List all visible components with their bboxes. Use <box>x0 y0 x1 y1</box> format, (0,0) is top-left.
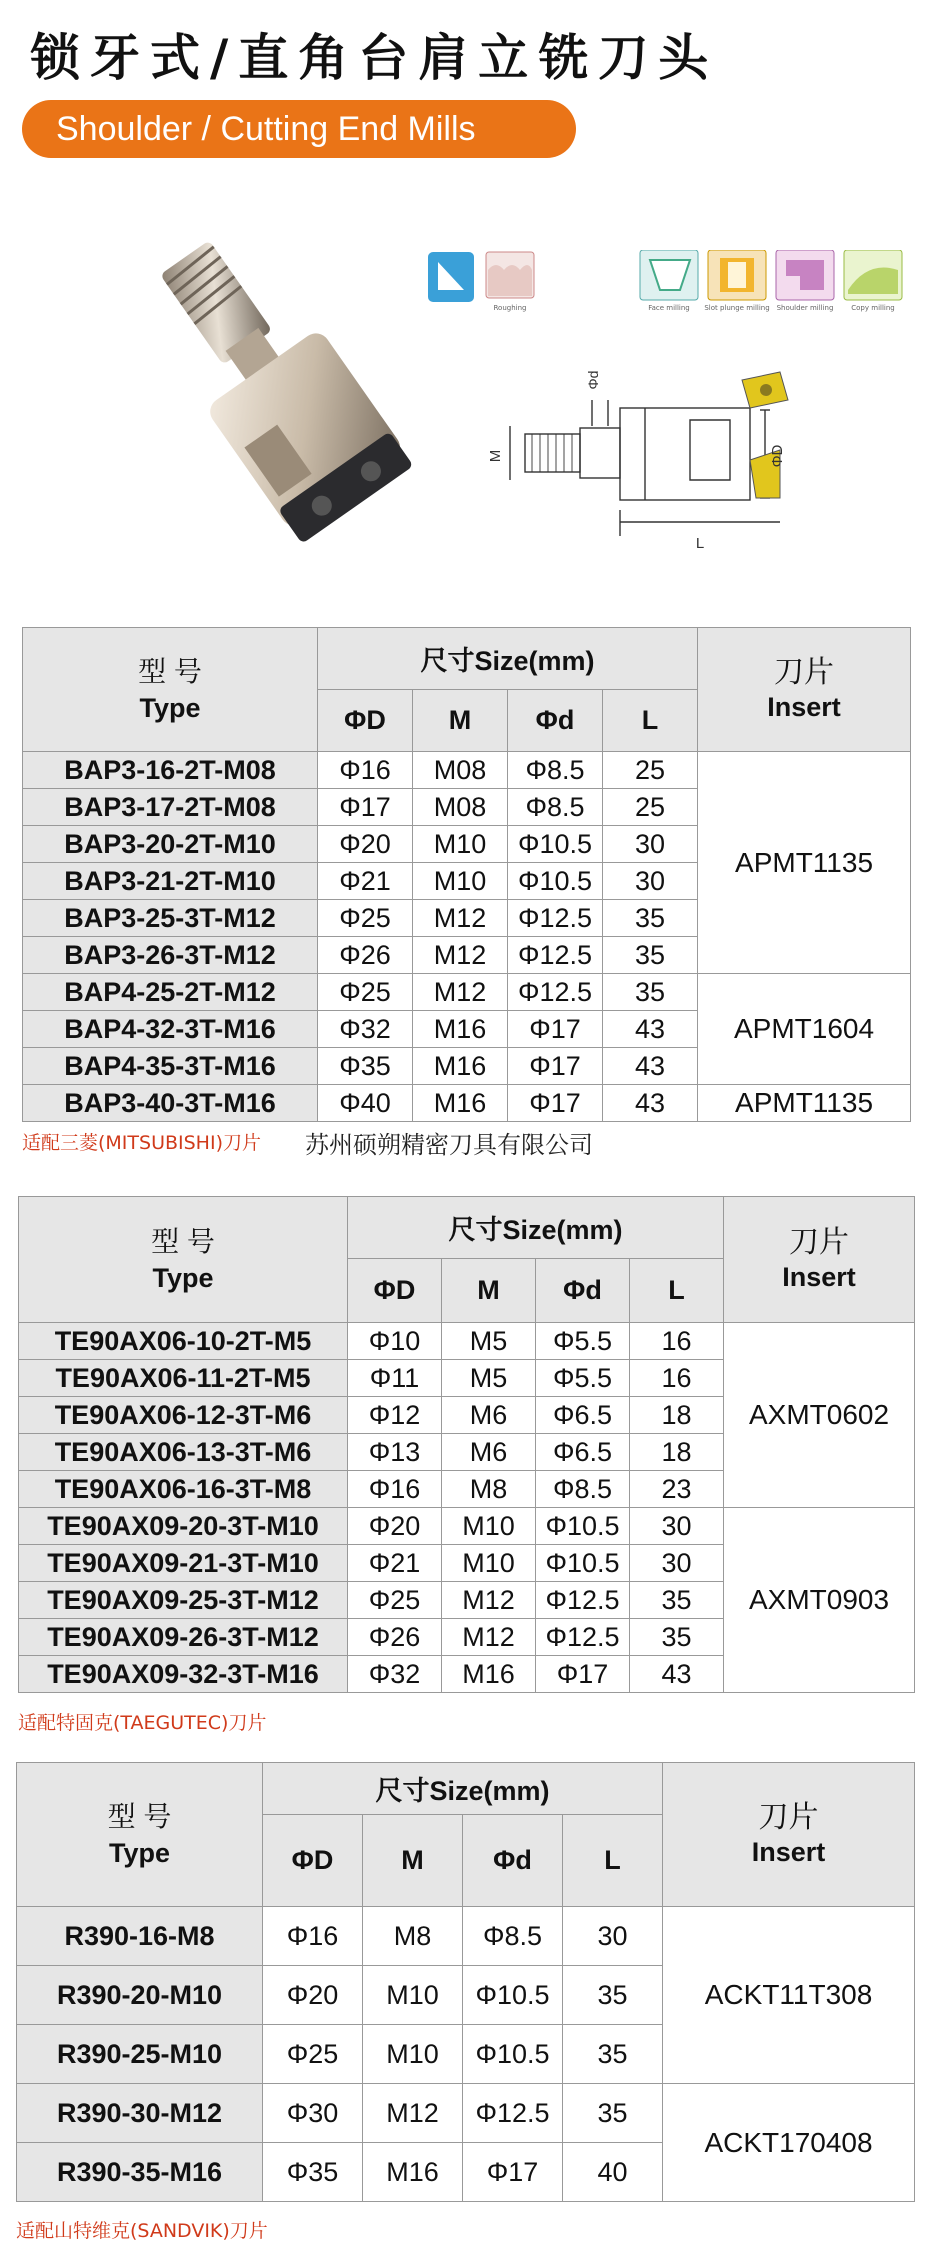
M-cell: M5 <box>442 1323 536 1360</box>
phi-d-cell: Φ12.5 <box>508 900 603 937</box>
spec-table-mitsubishi <box>22 627 911 1122</box>
type-cell: R390-16-M8 <box>17 1907 263 1966</box>
phi-d-cell: Φ10.5 <box>508 826 603 863</box>
insert-cell: APMT1135 <box>698 752 911 974</box>
table-row <box>23 752 911 789</box>
svg-text:Slot plunge milling: Slot plunge milling <box>704 304 770 312</box>
copy-milling-icon <box>844 250 902 312</box>
phi-d-cell: Φ17 <box>508 1085 603 1122</box>
phi-d-cell: Φ6.5 <box>536 1397 630 1434</box>
svg-text:Copy milling: Copy milling <box>851 304 895 312</box>
L-cell: 40 <box>563 2143 663 2202</box>
phi-d-cell: Φ17 <box>508 1048 603 1085</box>
phi-D-cell: Φ32 <box>318 1011 413 1048</box>
M-cell: M8 <box>442 1471 536 1508</box>
type-header: 型 号 Type <box>19 1197 348 1323</box>
type-cell: BAP3-40-3T-M16 <box>23 1085 318 1122</box>
insert-header: 刀片 Insert <box>663 1763 915 1907</box>
type-cell: TE90AX09-32-3T-M16 <box>19 1656 348 1693</box>
phi-d-cell: Φ12.5 <box>463 2084 563 2143</box>
phi-D-cell: Φ16 <box>318 752 413 789</box>
phi-D-cell: Φ16 <box>263 1907 363 1966</box>
company-name: 苏州硕朔精密刀具有限公司 <box>305 1131 593 1159</box>
M-cell: M12 <box>363 2084 463 2143</box>
insert-cell: AXMT0903 <box>724 1508 915 1693</box>
col-L: L <box>630 1259 724 1323</box>
L-cell: 25 <box>603 789 698 826</box>
type-cell: TE90AX09-25-3T-M12 <box>19 1582 348 1619</box>
phi-d-cell: Φ5.5 <box>536 1323 630 1360</box>
type-cell: BAP3-20-2T-M10 <box>23 826 318 863</box>
phi-D-cell: Φ21 <box>318 863 413 900</box>
compatibility-note: 适配特固克(TAEGUTEC)刀片 <box>18 1712 267 1734</box>
compatibility-note: 适配山特维克(SANDVIK)刀片 <box>16 2220 268 2242</box>
phi-D-cell: Φ25 <box>263 2025 363 2084</box>
M-cell: M10 <box>363 2025 463 2084</box>
table-row <box>23 974 911 1011</box>
type-cell: TE90AX09-26-3T-M12 <box>19 1619 348 1656</box>
compatibility-note: 适配三菱(MITSUBISHI)刀片 <box>22 1132 261 1154</box>
M-cell: M8 <box>363 1907 463 1966</box>
M-cell: M10 <box>413 826 508 863</box>
phi-d-cell: Φ8.5 <box>508 789 603 826</box>
M-cell: M10 <box>442 1508 536 1545</box>
roughing-icon <box>486 252 534 312</box>
M-cell: M10 <box>363 1966 463 2025</box>
phi-d-cell: Φ12.5 <box>508 937 603 974</box>
application-icons <box>428 250 908 314</box>
svg-text:Roughing: Roughing <box>493 304 527 312</box>
phi-D-cell: Φ25 <box>318 974 413 1011</box>
L-cell: 35 <box>630 1582 724 1619</box>
L-cell: 16 <box>630 1323 724 1360</box>
col-phi-D: ΦD <box>318 690 413 752</box>
M-cell: M10 <box>413 863 508 900</box>
M-cell: M12 <box>442 1582 536 1619</box>
insert-cell: ACKT11T308 <box>663 1907 915 2084</box>
L-cell: 35 <box>630 1619 724 1656</box>
M-cell: M6 <box>442 1434 536 1471</box>
phi-d-cell: Φ17 <box>463 2143 563 2202</box>
type-cell: R390-35-M16 <box>17 2143 263 2202</box>
face-milling-icon <box>640 250 698 312</box>
phi-D-cell: Φ13 <box>348 1434 442 1471</box>
phi-d-cell: Φ8.5 <box>536 1471 630 1508</box>
M-cell: M16 <box>363 2143 463 2202</box>
L-cell: 35 <box>563 2084 663 2143</box>
type-cell: TE90AX09-21-3T-M10 <box>19 1545 348 1582</box>
M-cell: M6 <box>442 1397 536 1434</box>
col-phi-D: ΦD <box>348 1259 442 1323</box>
insert-cell: APMT1135 <box>698 1085 911 1122</box>
L-cell: 18 <box>630 1434 724 1471</box>
M-cell: M10 <box>442 1545 536 1582</box>
phi-D-cell: Φ11 <box>348 1360 442 1397</box>
type-cell: BAP3-25-3T-M12 <box>23 900 318 937</box>
phi-d-cell: Φ10.5 <box>536 1545 630 1582</box>
type-cell: TE90AX06-13-3T-M6 <box>19 1434 348 1471</box>
table-row <box>19 1323 915 1360</box>
phi-D-cell: Φ20 <box>318 826 413 863</box>
category-banner: Shoulder / Cutting End Mills <box>22 100 576 158</box>
L-cell: 35 <box>563 1966 663 2025</box>
M-cell: M16 <box>442 1656 536 1693</box>
phi-D-cell: Φ20 <box>263 1966 363 2025</box>
insert-header: 刀片 Insert <box>724 1197 915 1323</box>
phi-D-cell: Φ40 <box>318 1085 413 1122</box>
type-cell: TE90AX06-12-3T-M6 <box>19 1397 348 1434</box>
M-cell: M16 <box>413 1048 508 1085</box>
type-header: 型 号 Type <box>23 628 318 752</box>
L-cell: 43 <box>603 1048 698 1085</box>
phi-D-cell: Φ25 <box>318 900 413 937</box>
L-cell: 35 <box>563 2025 663 2084</box>
phi-D-cell: Φ32 <box>348 1656 442 1693</box>
phi-D-cell: Φ30 <box>263 2084 363 2143</box>
phi-D-cell: Φ16 <box>348 1471 442 1508</box>
insert-header: 刀片 Insert <box>698 628 911 752</box>
L-cell: 30 <box>630 1508 724 1545</box>
phi-D-cell: Φ20 <box>348 1508 442 1545</box>
L-cell: 35 <box>603 900 698 937</box>
L-cell: 30 <box>603 826 698 863</box>
size-header: 尺寸Size(mm) <box>263 1763 663 1815</box>
type-cell: TE90AX06-16-3T-M8 <box>19 1471 348 1508</box>
type-cell: BAP4-32-3T-M16 <box>23 1011 318 1048</box>
L-cell: 30 <box>630 1545 724 1582</box>
svg-text:ΦD: ΦD <box>769 444 786 468</box>
table-row <box>17 1907 915 1966</box>
insert-cell: ACKT170408 <box>663 2084 915 2202</box>
phi-D-cell: Φ17 <box>318 789 413 826</box>
svg-text:L: L <box>695 535 705 552</box>
insert-cell: AXMT0602 <box>724 1323 915 1508</box>
phi-d-cell: Φ12.5 <box>536 1619 630 1656</box>
type-cell: TE90AX09-20-3T-M10 <box>19 1508 348 1545</box>
col-M: M <box>413 690 508 752</box>
L-cell: 43 <box>603 1085 698 1122</box>
L-cell: 43 <box>630 1656 724 1693</box>
L-cell: 35 <box>603 937 698 974</box>
spec-table-sandvik <box>16 1762 915 2202</box>
phi-D-cell: Φ10 <box>348 1323 442 1360</box>
table-row <box>17 2084 915 2143</box>
dimension-diagram <box>480 360 890 580</box>
phi-D-cell: Φ26 <box>318 937 413 974</box>
phi-D-cell: Φ12 <box>348 1397 442 1434</box>
type-cell: BAP3-17-2T-M08 <box>23 789 318 826</box>
svg-text:Shoulder milling: Shoulder milling <box>776 304 834 312</box>
phi-d-cell: Φ17 <box>536 1656 630 1693</box>
M-cell: M12 <box>442 1619 536 1656</box>
phi-D-cell: Φ21 <box>348 1545 442 1582</box>
M-cell: M5 <box>442 1360 536 1397</box>
type-cell: BAP3-21-2T-M10 <box>23 863 318 900</box>
col-phi-d: Φd <box>463 1815 563 1907</box>
type-cell: BAP3-26-3T-M12 <box>23 937 318 974</box>
type-header: 型 号 Type <box>17 1763 263 1907</box>
M-cell: M08 <box>413 789 508 826</box>
svg-text:Face milling: Face milling <box>648 304 690 312</box>
col-M: M <box>363 1815 463 1907</box>
type-cell: BAP4-35-3T-M16 <box>23 1048 318 1085</box>
size-header: 尺寸Size(mm) <box>318 628 698 690</box>
phi-d-cell: Φ10.5 <box>463 2025 563 2084</box>
phi-D-cell: Φ35 <box>263 2143 363 2202</box>
phi-d-cell: Φ5.5 <box>536 1360 630 1397</box>
slot-plunge-milling-icon <box>704 250 769 312</box>
M-cell: M12 <box>413 974 508 1011</box>
L-cell: 30 <box>563 1907 663 1966</box>
phi-d-cell: Φ8.5 <box>508 752 603 789</box>
phi-D-cell: Φ35 <box>318 1048 413 1085</box>
L-cell: 18 <box>630 1397 724 1434</box>
type-cell: BAP3-16-2T-M08 <box>23 752 318 789</box>
phi-d-cell: Φ6.5 <box>536 1434 630 1471</box>
col-phi-d: Φd <box>536 1259 630 1323</box>
type-cell: TE90AX06-10-2T-M5 <box>19 1323 348 1360</box>
phi-d-cell: Φ8.5 <box>463 1907 563 1966</box>
col-phi-d: Φd <box>508 690 603 752</box>
phi-d-cell: Φ10.5 <box>508 863 603 900</box>
spec-table-taegutec <box>18 1196 915 1693</box>
insert-cell: APMT1604 <box>698 974 911 1085</box>
col-phi-D: ΦD <box>263 1815 363 1907</box>
svg-text:M: M <box>487 449 504 463</box>
phi-d-cell: Φ12.5 <box>508 974 603 1011</box>
phi-D-cell: Φ25 <box>348 1582 442 1619</box>
col-M: M <box>442 1259 536 1323</box>
M-cell: M08 <box>413 752 508 789</box>
M-cell: M16 <box>413 1085 508 1122</box>
M-cell: M16 <box>413 1011 508 1048</box>
page-title: 锁牙式/直角台肩立铣刀头 <box>30 29 719 87</box>
svg-text:Φd: Φd <box>585 370 601 390</box>
col-L: L <box>563 1815 663 1907</box>
phi-d-cell: Φ12.5 <box>536 1582 630 1619</box>
shoulder-milling-icon <box>776 250 834 312</box>
L-cell: 25 <box>603 752 698 789</box>
phi-d-cell: Φ17 <box>508 1011 603 1048</box>
M-cell: M12 <box>413 900 508 937</box>
L-cell: 23 <box>630 1471 724 1508</box>
size-header: 尺寸Size(mm) <box>348 1197 724 1259</box>
type-cell: R390-25-M10 <box>17 2025 263 2084</box>
type-cell: BAP4-25-2T-M12 <box>23 974 318 1011</box>
L-cell: 35 <box>603 974 698 1011</box>
L-cell: 16 <box>630 1360 724 1397</box>
phi-d-cell: Φ10.5 <box>463 1966 563 2025</box>
phi-D-cell: Φ26 <box>348 1619 442 1656</box>
M-cell: M12 <box>413 937 508 974</box>
L-cell: 43 <box>603 1011 698 1048</box>
phi-d-cell: Φ10.5 <box>536 1508 630 1545</box>
table-row <box>23 1085 911 1122</box>
type-cell: R390-30-M12 <box>17 2084 263 2143</box>
type-cell: TE90AX06-11-2T-M5 <box>19 1360 348 1397</box>
col-L: L <box>603 690 698 752</box>
table-row <box>19 1508 915 1545</box>
end-mill-product-image <box>100 230 420 560</box>
L-cell: 30 <box>603 863 698 900</box>
angle-90-icon <box>428 252 474 302</box>
type-cell: R390-20-M10 <box>17 1966 263 2025</box>
